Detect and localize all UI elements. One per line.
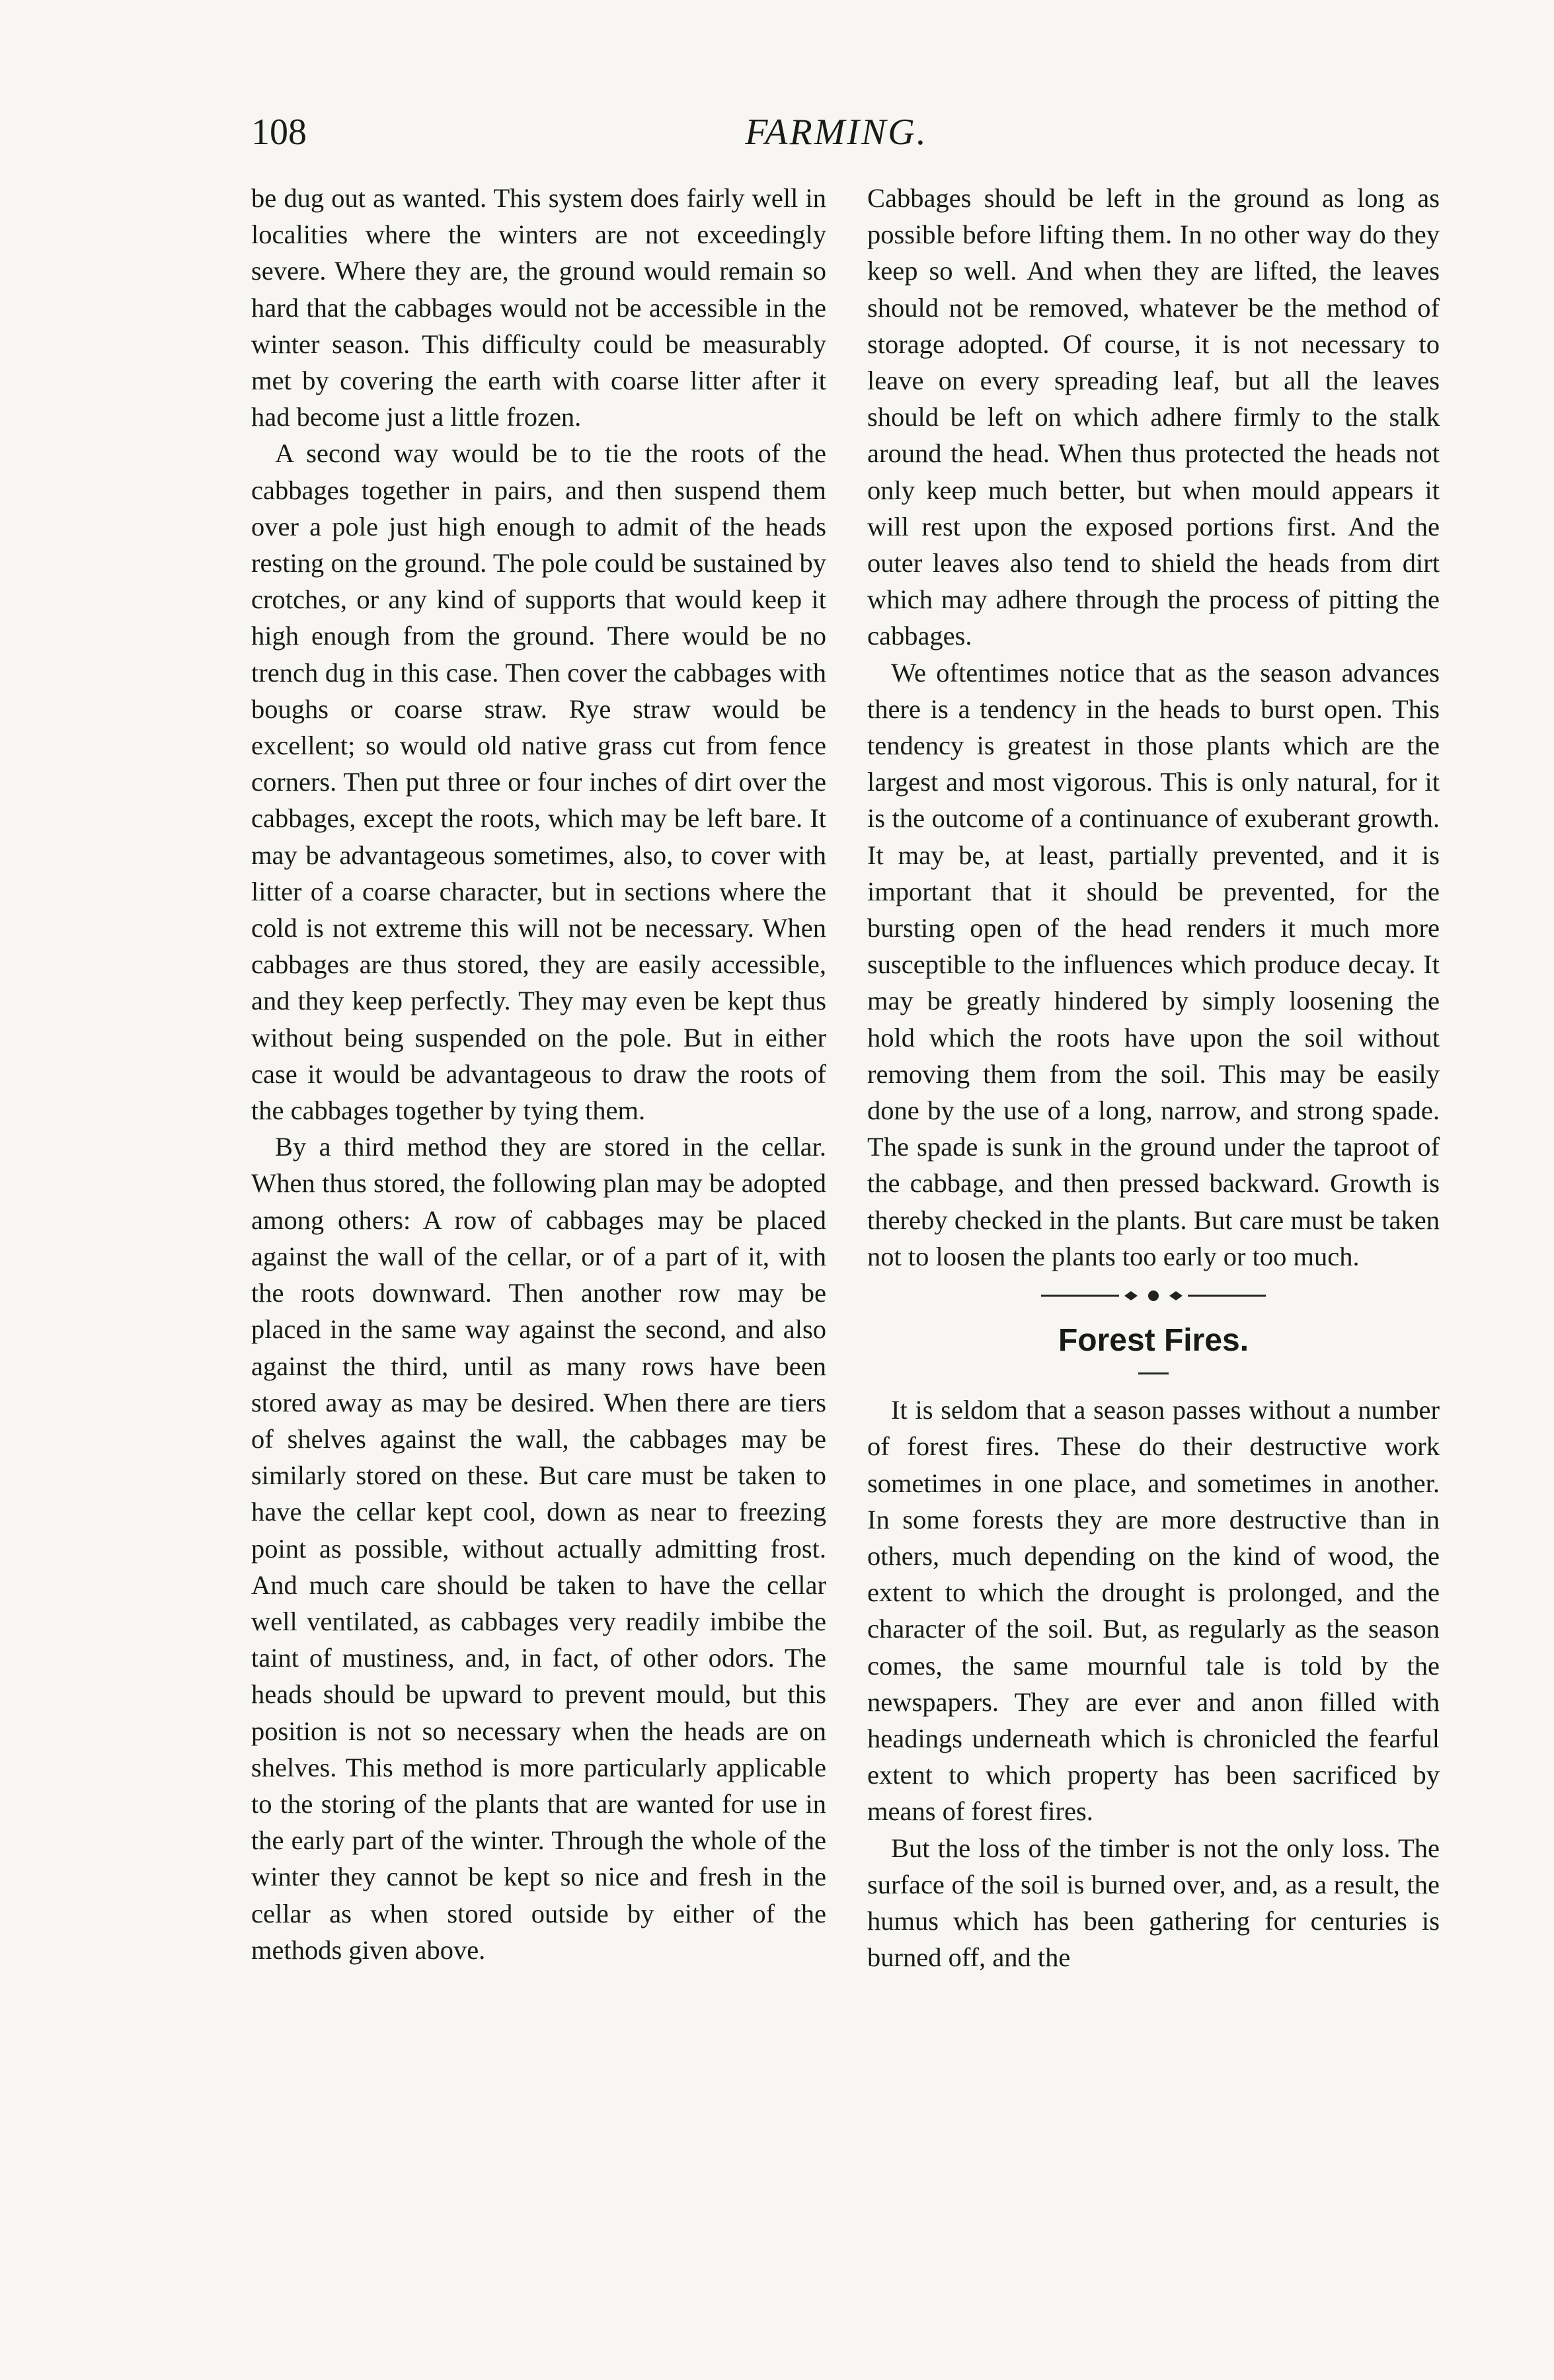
paragraph: We oftentimes notice that as the season advances there is a tendency in the heads to burst open. This tendency is greatest in those plants which are the largest and most vigorous. This is only natural, for it is the outcome of a continuance of exuberant growth. It may be, at least, partially prevented, and it is important that it should be prevented, for the bursting open of the head renders it much more susceptible to the influences which produce decay. It may be greatly hindered by simply loosening the hold which the roots have upon the soil without removing them from the soil. This may be easily done by the use of a long, narrow, and strong spade. The spade is sunk in the ground under the taproot of the cabbage, and then pressed backward. Growth is thereby checked in the plants. But care must be taken not to loosen the plants too early or too much. [867, 657, 1440, 1271]
paragraph: By a third method they are stored in the cellar. When thus stored, the following plan may be adopted among others: A row of cabbages may be placed against the wall of the cellar, or of a part of it, with the roots downward. Then another row may be placed in the same way against the second, and also against the third, until as many rows have been stored away as may be desired. When there are tiers of shelves against the wall, the cabbages may be similarly stored on these. But care must be taken to have the cellar kept cool, down as near to freezing point as possible, without actually admitting frost. And much care should be taken to have the cellar well ventilated, as cabbages very readily imbibe the taint of mustiness, and, in fact, of other odors. The heads should be upward to prevent mould, but this position is not so necessary when the heads are on shelves. This method is more particularly applicable to the storing of the plants that are wanted for use in the early part of the winter. Through the whole of the winter they cannot be kept so nice and fresh in the cellar as when stored outside by either of the methods given above. [251, 1132, 826, 1965]
paragraph: Cabbages should be left in the ground as long as possible before lifting them. In no other way do they keep so well. And when they are lifted, the leaves should not be removed, whatever be the method of storage adopted. Of course, it is not necessary to leave on every spreading leaf, but all the leaves should be left on which adhere firmly to the stalk around the head. When thus protected the heads not only keep much better, but when mould appears it will rest upon the exposed portions first. And the outer leaves also tend to shield the heads from dirt which may adhere through the process of pitting the cabbages. [867, 183, 1440, 651]
paragraph: But the loss of the timber is not the only loss. The surface of the soil is burned over, and, as a result, the humus which has been gathering for centuries is burned off, and the [867, 1833, 1440, 1973]
right-column [867, 180, 1440, 1975]
section-title: Forest Fires. [1058, 1323, 1249, 1359]
paragraph: It is seldom that a season passes without a number of forest fires. These do their destructive work sometimes in one place, and sometimes in another. In some forests they are more destructive than in others, much depending on the kind of wood, the extent to which the drought is prolonged, and the character of the soil. But, as regularly as the season comes, the same mournful tale is told by the newspapers. They are ever and anon filled with headings underneath which is chronicled the fearful extent to which property has been sacrificed by means of forest fires. [867, 1395, 1440, 1827]
title-rule [1138, 1372, 1169, 1374]
paragraph: be dug out as wanted. This system does fairly well in localities where the winters are not exceedingly severe. Where they are, the ground would remain so hard that the cabbages would not be accessible in the winter season. This difficulty could be measurably met by covering the earth with coarse litter after it had become just a little frozen. [251, 183, 826, 432]
page-header [251, 111, 1422, 171]
page-number: 108 [251, 112, 307, 153]
paragraph: A second way would be to tie the roots of the cabbages together in pairs, and then suspend them over a pole just high enough to admit of the heads resting on the ground. The pole could be sustained by crotches, or any kind of supports that would keep it high enough from the ground. There would be no trench dug in this case. Then cover the cabbages with boughs or coarse straw. Rye straw would be excellent; so would old native grass cut from fence corners. Then put three or four inches of dirt over the cabbages, except the roots, which may be left bare. It may be advantageous sometimes, also, to cover with litter of a coarse character, but in sections where the cold is not extreme this will not be necessary. When cabbages are thus stored, they are easily accessible, and they keep perfectly. They may even be kept thus without being suspended on the pole. But in either case it would be advantageous to draw the roots of the cabbages together by tying them. [251, 438, 826, 1126]
ornamental-divider [1041, 1283, 1266, 1309]
running-title: FARMING. [745, 112, 928, 153]
left-column [251, 180, 826, 1968]
